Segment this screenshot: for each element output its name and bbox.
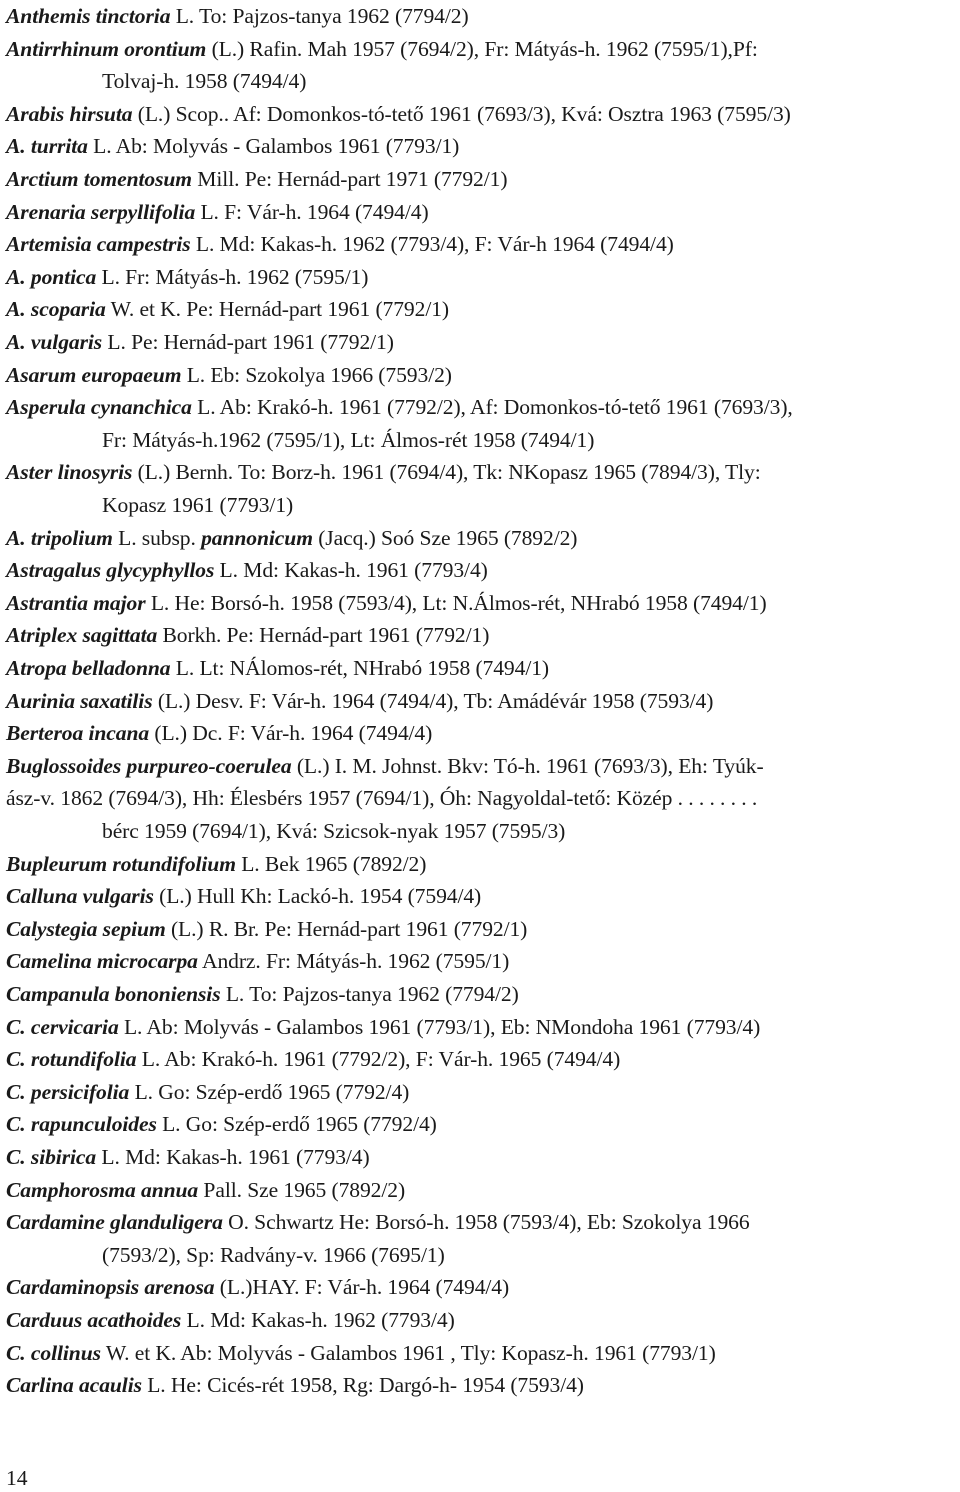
page-number: 14 [6, 1466, 28, 1490]
entry-line [6, 524, 577, 552]
species-name: C. cervicaria [6, 1014, 119, 1039]
entry-line [6, 784, 757, 812]
species-name: A. vulgaris [6, 330, 103, 354]
entry-text: L. Go: Szép-erdő 1965 (7792/4) [129, 1079, 410, 1104]
entry-text: L. Lt: NÁlomos-rét, NHrabó 1958 (7494/1) [170, 656, 550, 680]
species-name: C. rapunculoides [6, 1112, 157, 1137]
entry-text: (Jacq.) Soó Sze 1965 (7892/2) [312, 525, 578, 550]
species-name: Antirrhinum orontium [6, 36, 207, 61]
entry-line [102, 1241, 445, 1269]
entry-text: L. Ab: Krakó-h. 1961 (7792/2), Af: Domonkos-tó-tető 1961 (7693/3), [191, 395, 793, 420]
entry-line [6, 1176, 405, 1204]
entry-text: (L.)HAY. F: Vár-h. 1964 (7494/4) [214, 1275, 510, 1300]
species-name: Aurinia saxatilis [6, 688, 153, 713]
species-name: Arabis hirsuta [6, 101, 133, 126]
entry-text: W. et K. Ab: Molyvás - Galambos 1961 , Tly: Kopasz-h. 1961 (7793/1) [100, 1340, 716, 1365]
entry-line [6, 1306, 455, 1334]
entry-text: Kopasz 1961 (7793/1) [102, 493, 294, 517]
entry-text: (L.) Rafin. Mah 1957 (7694/2), Fr: Mátyás-h. 1962 (7595/1),Pf: [206, 36, 758, 61]
entry-text: (L.) I. M. Johnst. Bkv: Tó-h. 1961 (7693/3), Eh: Tyúk- [291, 753, 764, 778]
species-name: Bupleurum rotundifolium [6, 851, 236, 876]
entry-line [6, 1110, 437, 1138]
entry-text: L. To: Pajzos-tanya 1962 (7794/2) [220, 982, 519, 1006]
entry-text: Borkh. Pe: Hernád-part 1961 (7792/1) [157, 623, 490, 648]
entry-line [102, 491, 293, 519]
species-name: C. persicifolia [6, 1079, 130, 1104]
entry-text: (L.) Desv. F: Vár-h. 1964 (7494/4), Tb: Amádévár 1958 (7593/4) [152, 688, 714, 713]
species-name: Camelina microcarpa [6, 949, 198, 974]
entry-text: L. Ab: Molyvás - Galambos 1961 (7793/1), Eb: NMondoha 1961 (7793/4) [118, 1014, 761, 1039]
entry-line [6, 2, 469, 30]
entry-text: L. He: Borsó-h. 1958 (7593/4), Lt: N.Álmos-rét, NHrabó 1958 (7494/1) [145, 590, 767, 615]
entry-line [6, 165, 507, 193]
species-name: C. rotundifolia [6, 1047, 137, 1072]
entry-line [6, 35, 758, 63]
species-name: Cardaminopsis arenosa [6, 1275, 215, 1300]
entry-line [6, 132, 459, 160]
species-name: Asarum europaeum [6, 362, 182, 387]
species-name: A. tripolium [6, 525, 113, 550]
species-name: Carduus acathoides [6, 1308, 182, 1332]
entry-text: (L.) R. Br. Pe: Hernád-part 1961 (7792/1) [165, 916, 528, 941]
entry-line [6, 1078, 409, 1106]
entry-line [6, 1143, 370, 1171]
entry-text: L. Bek 1965 (7892/2) [235, 851, 427, 876]
entry-line [6, 850, 426, 878]
species-name: Anthemis tinctoria [6, 4, 171, 28]
species-name: C. collinus [6, 1340, 101, 1365]
entry-text: L. Md: Kakas-h. 1962 (7793/4) [181, 1308, 455, 1332]
species-name: Astrantia major [6, 590, 146, 615]
species-name: Asperula cynanchica [6, 395, 192, 420]
entry-line [6, 1339, 716, 1367]
species-name: Buglossoides purpureo-coerulea [6, 753, 292, 778]
entry-line [6, 719, 432, 747]
species-name: Aster linosyris [6, 460, 133, 485]
species-name: Calluna vulgaris [6, 884, 154, 909]
species-name: A. turrita [6, 134, 88, 159]
species-name: Arenaria serpyllifolia [6, 199, 196, 224]
entry-text: L. Eb: Szokolya 1966 (7593/2) [181, 362, 452, 387]
entry-text: L. Fr: Mátyás-h. 1962 (7595/1) [96, 264, 369, 289]
entry-text: Andrz. Fr: Mátyás-h. 1962 (7595/1) [197, 949, 510, 974]
entry-text: L. Ab: Krakó-h. 1961 (7792/2), F: Vár-h. 1965 (7494/4) [136, 1047, 621, 1072]
entry-line [6, 915, 527, 943]
entry-text: (L.) Dc. F: Vár-h. 1964 (7494/4) [149, 721, 433, 746]
entry-line [102, 67, 306, 95]
entry-text: (L.) Hull Kh: Lackó-h. 1954 (7594/4) [153, 884, 482, 909]
entry-text: L. Pe: Hernád-part 1961 (7792/1) [102, 330, 394, 354]
entry-text: L. To: Pajzos-tanya 1962 (7794/2) [170, 4, 469, 28]
species-name: Artemisia campestris [6, 232, 191, 257]
entry-text: O. Schwartz He: Borsó-h. 1958 (7593/4), Eb: Szokolya 1966 [222, 1210, 750, 1235]
entry-line [6, 361, 452, 389]
entry-line [6, 947, 509, 975]
species-name: Cardamine glanduligera [6, 1210, 223, 1235]
entry-text: L. Go: Szép-erdő 1965 (7792/4) [156, 1112, 437, 1137]
entry-line [6, 1208, 750, 1236]
entry-text: bérc 1959 (7694/1), Kvá: Szicsok-nyak 1957 (7595/3) [102, 819, 566, 843]
entry-line [6, 393, 793, 421]
entry-line [6, 882, 481, 910]
species-name: Carlina acaulis [6, 1373, 142, 1398]
entry-line [6, 328, 394, 356]
entry-line [6, 295, 449, 323]
entry-text: ász-v. 1862 (7694/3), Hh: Élesbérs 1957 (7694/1), Óh: Nagyoldal-tető: Közép . . . . . . . . [6, 786, 758, 811]
entry-line [6, 980, 519, 1008]
species-name: A. scoparia [6, 297, 106, 322]
entry-text: L. subsp. [112, 525, 202, 550]
entry-line [6, 589, 767, 617]
species-name: Calystegia sepium [6, 916, 166, 941]
entry-line [6, 687, 713, 715]
entry-text: L. Md: Kakas-h. 1962 (7793/4), F: Vár-h 1964 (7494/4) [190, 232, 674, 257]
species-name: Atriplex sagittata [6, 623, 158, 648]
entry-text: (7593/2), Sp: Radvány-v. 1966 (7695/1) [102, 1242, 445, 1267]
species-name: A. pontica [6, 264, 97, 289]
entry-line [6, 1045, 620, 1073]
entry-line [102, 817, 565, 845]
entry-line [6, 1273, 509, 1301]
entry-text: L. He: Cicés-rét 1958, Rg: Dargó-h- 1954 (7593/4) [141, 1373, 584, 1398]
entry-text: (L.) Scop.. Af: Domonkos-tó-tető 1961 (7693/3), Kvá: Osztra 1963 (7595/3) [132, 101, 791, 126]
species-name: Berteroa incana [6, 721, 150, 746]
species-name: Atropa belladonna [6, 656, 171, 680]
entry-line [6, 654, 549, 682]
species-name: Campanula bononiensis [6, 982, 221, 1006]
entry-line [6, 100, 791, 128]
entry-line [102, 426, 594, 454]
entry-text: Pall. Sze 1965 (7892/2) [198, 1177, 406, 1202]
entry-line [6, 263, 368, 291]
entry-line [6, 752, 764, 780]
species-name: Arctium tomentosum [6, 167, 192, 191]
species-name: C. sibirica [6, 1145, 97, 1169]
species-name: Camphorosma annua [6, 1177, 199, 1202]
entry-text: L. Md: Kakas-h. 1961 (7793/4) [214, 558, 488, 583]
entry-line [6, 458, 761, 486]
entry-line [6, 1371, 584, 1399]
entry-line [6, 198, 429, 226]
entry-text: W. et K. Pe: Hernád-part 1961 (7792/1) [105, 297, 450, 322]
entry-line [6, 1013, 760, 1041]
entry-text: L. Ab: Molyvás - Galambos 1961 (7793/1) [87, 134, 460, 159]
entry-line [6, 230, 674, 258]
entry-text: L. F: Vár-h. 1964 (7494/4) [195, 199, 429, 224]
entry-text: Fr: Mátyás-h.1962 (7595/1), Lt: Álmos-rét 1958 (7494/1) [102, 427, 595, 452]
species-name: Astragalus glycyphyllos [6, 558, 215, 583]
entry-text: L. Md: Kakas-h. 1961 (7793/4) [96, 1145, 370, 1169]
species-name: pannonicum [201, 525, 313, 550]
entry-text: Mill. Pe: Hernád-part 1971 (7792/1) [192, 167, 508, 191]
entry-line [6, 621, 489, 649]
entry-text: Tolvaj-h. 1958 (7494/4) [102, 69, 307, 94]
entry-line [6, 556, 488, 584]
entry-text: (L.) Bernh. To: Borz-h. 1961 (7694/4), Tk: NKopasz 1965 (7894/3), Tly: [132, 460, 761, 485]
